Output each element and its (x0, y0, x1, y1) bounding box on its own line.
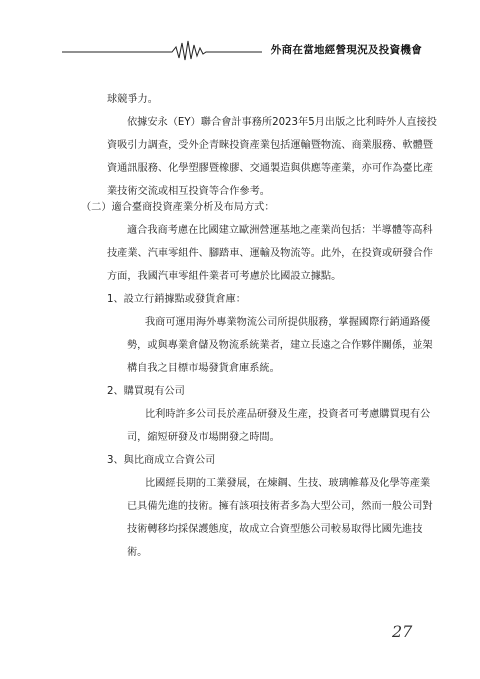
item-1-line-1: 我商可運用海外專業物流公司所提供服務，掌握國際行銷通路優 (145, 317, 431, 328)
section-2-heading: （二）適合臺商投資產業分析及布局方式： (81, 202, 275, 213)
item-3-line-1: 比國經長期的工業發展，在煉鋼、生技、玻璃帷幕及化學等產業 (145, 478, 431, 489)
item-2-line-1: 比利時許多公司長於產品研發及生產，投資者可考慮購買現有公 (145, 409, 431, 420)
ey-paragraph-line-3: 資通訊服務、化學塑膠暨橡膠、交通製造與供應等產業，亦可作為臺比產 (107, 163, 433, 174)
intro-tail: 球競爭力。 (107, 94, 158, 105)
section-2-line-3: 方面，我國汽車零組件業者可考慮於比國設立據點。 (107, 271, 342, 282)
page-number: 27 (392, 622, 413, 641)
ey-paragraph-line-1: 依據安永（EY）聯合會計事務所2023年5月出版之比利時外人直接投 (127, 117, 437, 128)
ey-paragraph-line-4: 業技術交流或相互投資等合作參考。 (107, 186, 270, 197)
section-2-line-1: 適合我商考慮在比國建立歐洲營運基地之產業尚包括：半導體等高科 (127, 225, 433, 236)
header-title: 外商在當地經營現況及投資機會 (270, 44, 422, 56)
running-header (62, 38, 422, 64)
item-1-line-3: 構自我之目標市場發貨倉庫系統。 (127, 363, 280, 374)
item-1-heading: 1、設立行銷據點或發貨倉庫： (107, 294, 246, 305)
item-3-line-3: 技術轉移均採保護態度，故成立合資型態公司較易取得比國先進技 (127, 524, 423, 535)
ey-paragraph-line-2: 資吸引力調查，受外企青睞投資產業包括運輸暨物流、商業服務、軟體暨 (107, 140, 433, 151)
item-3-heading: 3、與比商成立合資公司 (107, 455, 216, 466)
item-2-heading: 2、購買現有公司 (107, 386, 185, 397)
item-2-line-2: 司，縮短研發及市場開發之時間。 (127, 432, 280, 443)
section-2-line-2: 技產業、汽車零組件、腳踏車、運輸及物流等。此外，在投資或研發合作 (107, 248, 433, 259)
item-1-line-2: 勢，或與專業倉儲及物流系統業者，建立長遠之合作夥伴關係，並架 (127, 340, 433, 351)
item-3-line-4: 術。 (127, 547, 148, 558)
item-3-line-2: 已具備先進的技術。擁有該項技術者多為大型公司，然而一般公司對 (127, 501, 433, 512)
